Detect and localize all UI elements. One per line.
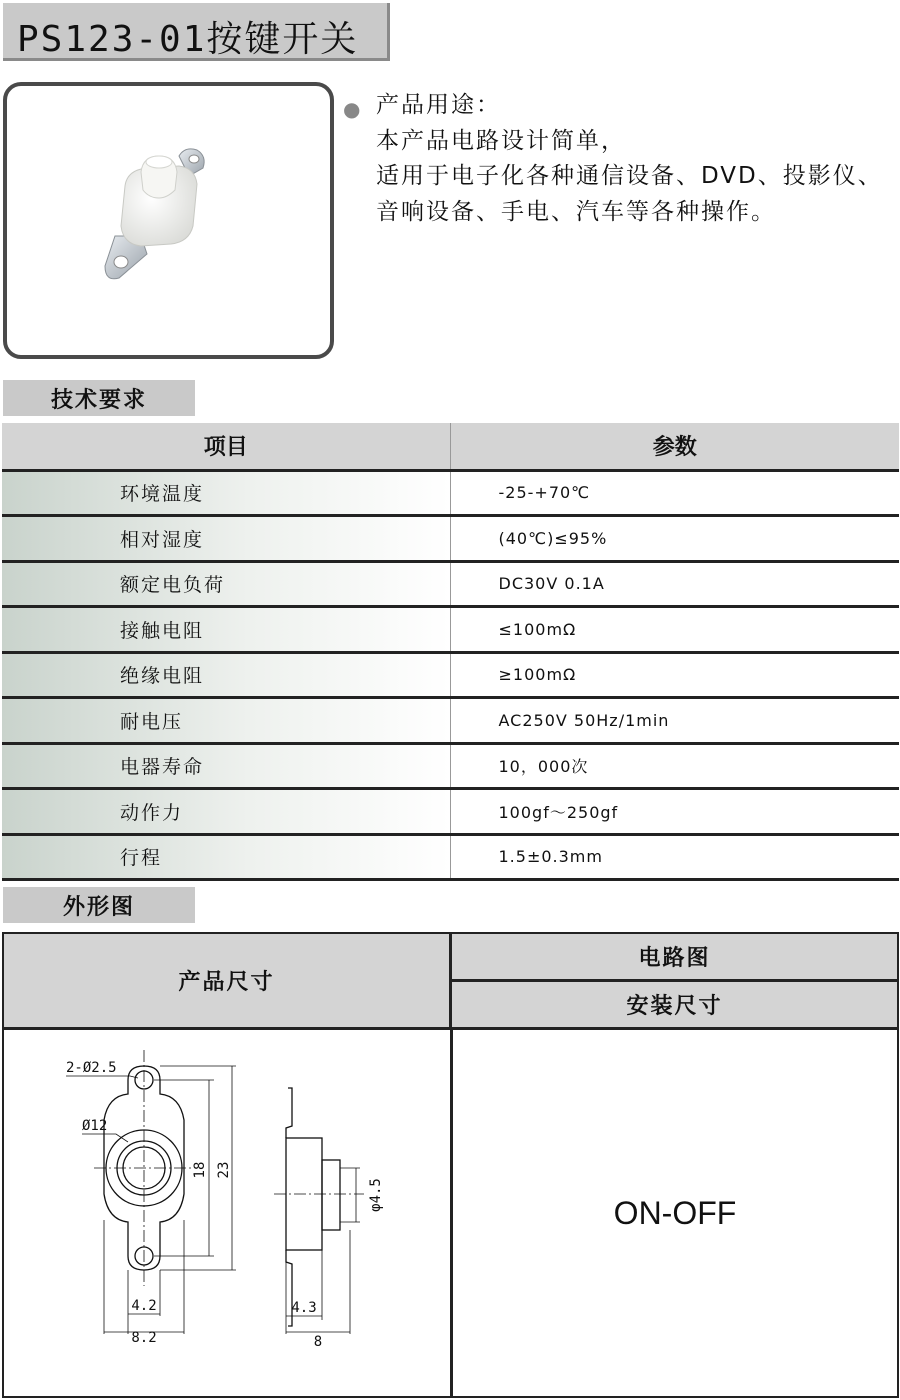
table-row — [2, 652, 899, 698]
item-cell: 相对湿度 — [2, 516, 450, 562]
product-photo — [3, 82, 334, 359]
dimension-drawing — [4, 1030, 450, 1396]
usage-heading: 产品用途： — [376, 92, 501, 118]
page-title: PS123-01按键开关 — [17, 19, 359, 60]
param-cell: DC30V 0.1A — [450, 561, 899, 607]
col-item-header: 项目 — [2, 423, 450, 470]
table-row — [2, 607, 899, 653]
param-cell: ≥100mΩ — [450, 652, 899, 698]
dim-label-82: 8.2 — [131, 1330, 157, 1346]
dim-label-18: 18 — [192, 1161, 208, 1179]
table-row — [2, 834, 899, 880]
table-row — [2, 470, 899, 516]
item-cell: 额定电负荷 — [2, 561, 450, 607]
param-cell: 10，000次 — [450, 743, 899, 789]
dim-label-holes: 2-Ø2.5 — [66, 1060, 117, 1076]
param-cell: 100gf～250gf — [450, 789, 899, 835]
item-cell: 行程 — [2, 834, 450, 880]
title-bar — [3, 3, 390, 61]
dim-label-43: 4.3 — [291, 1300, 317, 1316]
section-title-tech: 技术要求 — [3, 380, 195, 416]
leader-holes — [66, 1076, 138, 1078]
table-header-row — [2, 423, 899, 470]
spec-table — [2, 423, 899, 881]
param-cell: (40℃)≤95% — [450, 516, 899, 562]
table-row — [2, 698, 899, 744]
install-size-header: 安装尺寸 — [452, 982, 897, 1030]
dimension-table — [2, 932, 899, 1398]
dim-label-42: 4.2 — [131, 1298, 157, 1314]
item-cell: 接触电阻 — [2, 607, 450, 653]
usage-line: 音响设备、手电、汽车等各种操作。 — [376, 198, 776, 225]
bullet-icon: ● — [343, 97, 363, 121]
dim-label-8: 8 — [313, 1334, 323, 1350]
table-row — [2, 561, 899, 607]
item-cell: 环境温度 — [2, 470, 450, 516]
side-button — [322, 1160, 340, 1230]
item-cell: 耐电压 — [2, 698, 450, 744]
param-cell: AC250V 50Hz/1min — [450, 698, 899, 744]
side-pin-top — [286, 1088, 292, 1138]
circuit-label: ON-OFF — [613, 1194, 737, 1231]
usage-line: 适用于电子化各种通信设备、DVD、投影仪、 — [376, 163, 883, 189]
col-param-header: 参数 — [450, 423, 899, 470]
table-row — [2, 743, 899, 789]
table-row — [2, 516, 899, 562]
item-cell: 动作力 — [2, 789, 450, 835]
param-cell: -25-+70℃ — [450, 470, 899, 516]
dim-label-dia: Ø12 — [82, 1118, 108, 1134]
circuit-header: 电路图 — [452, 934, 897, 982]
item-cell: 电器寿命 — [2, 743, 450, 789]
table-row — [2, 789, 899, 835]
dim-label-23: 23 — [216, 1161, 232, 1179]
param-cell: ≤100mΩ — [450, 607, 899, 653]
usage-line: 本产品电路设计简单， — [376, 127, 626, 154]
switch-photo-icon — [7, 86, 330, 355]
product-size-header: 产品尺寸 — [4, 934, 452, 1030]
param-cell: 1.5±0.3mm — [450, 834, 899, 880]
item-cell: 绝缘电阻 — [2, 652, 450, 698]
dim-label-phi45: φ4.5 — [368, 1178, 384, 1212]
section-title-outline: 外形图 — [3, 887, 195, 923]
